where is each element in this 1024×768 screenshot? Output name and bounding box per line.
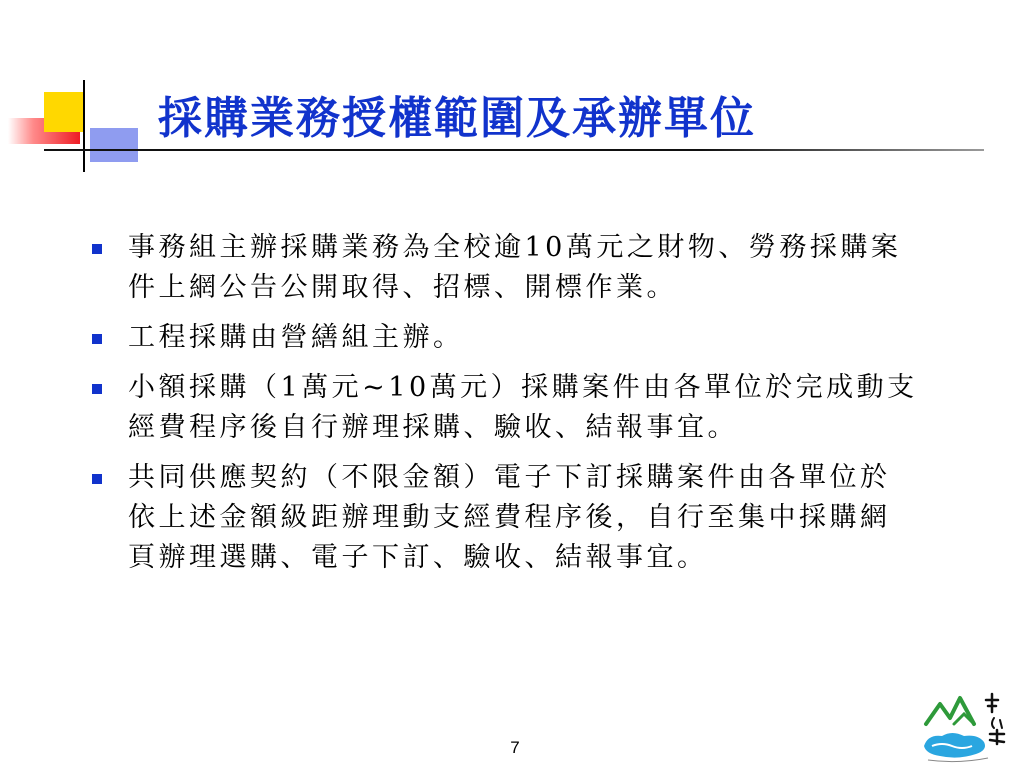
- title-decoration-blue-square: [90, 128, 138, 162]
- square-bullet-icon: [92, 474, 102, 484]
- square-bullet-icon: [92, 384, 102, 394]
- bullet-text: 事務組主辦採購業務為全校逾10萬元之財物、勞務採購案件上網公告公開取得、招標、開標作業。: [128, 232, 902, 303]
- square-bullet-icon: [92, 244, 102, 254]
- bullet-item: [88, 318, 918, 358]
- title-decoration-yellow-square: [44, 92, 84, 132]
- bullet-text: 小額採購（1萬元~10萬元）採購案件由各單位於完成動支經費程序後自行辦理採購、驗收、結報事宜。: [128, 372, 918, 443]
- bullet-text: 工程採購由營繕組主辦。: [128, 322, 464, 353]
- bullet-item: [88, 458, 918, 578]
- bullet-text: 共同供應契約（不限金額）電子下訂採購案件由各單位於依上述金額級距辦理動支經費程序後，自行至集中採購網頁辦理選購、電子下訂、驗收、結報事宜。: [128, 462, 891, 573]
- title-decoration-vertical-line: [83, 80, 85, 172]
- slide-title: 採購業務授權範圍及承辦單位: [158, 93, 756, 144]
- bullet-list: [88, 228, 918, 588]
- page-number: 7: [510, 738, 520, 757]
- square-bullet-icon: [92, 334, 102, 344]
- bullet-item: [88, 228, 918, 308]
- university-logo-icon: [918, 684, 1018, 764]
- title-underline: [44, 149, 984, 151]
- bullet-item: [88, 368, 918, 448]
